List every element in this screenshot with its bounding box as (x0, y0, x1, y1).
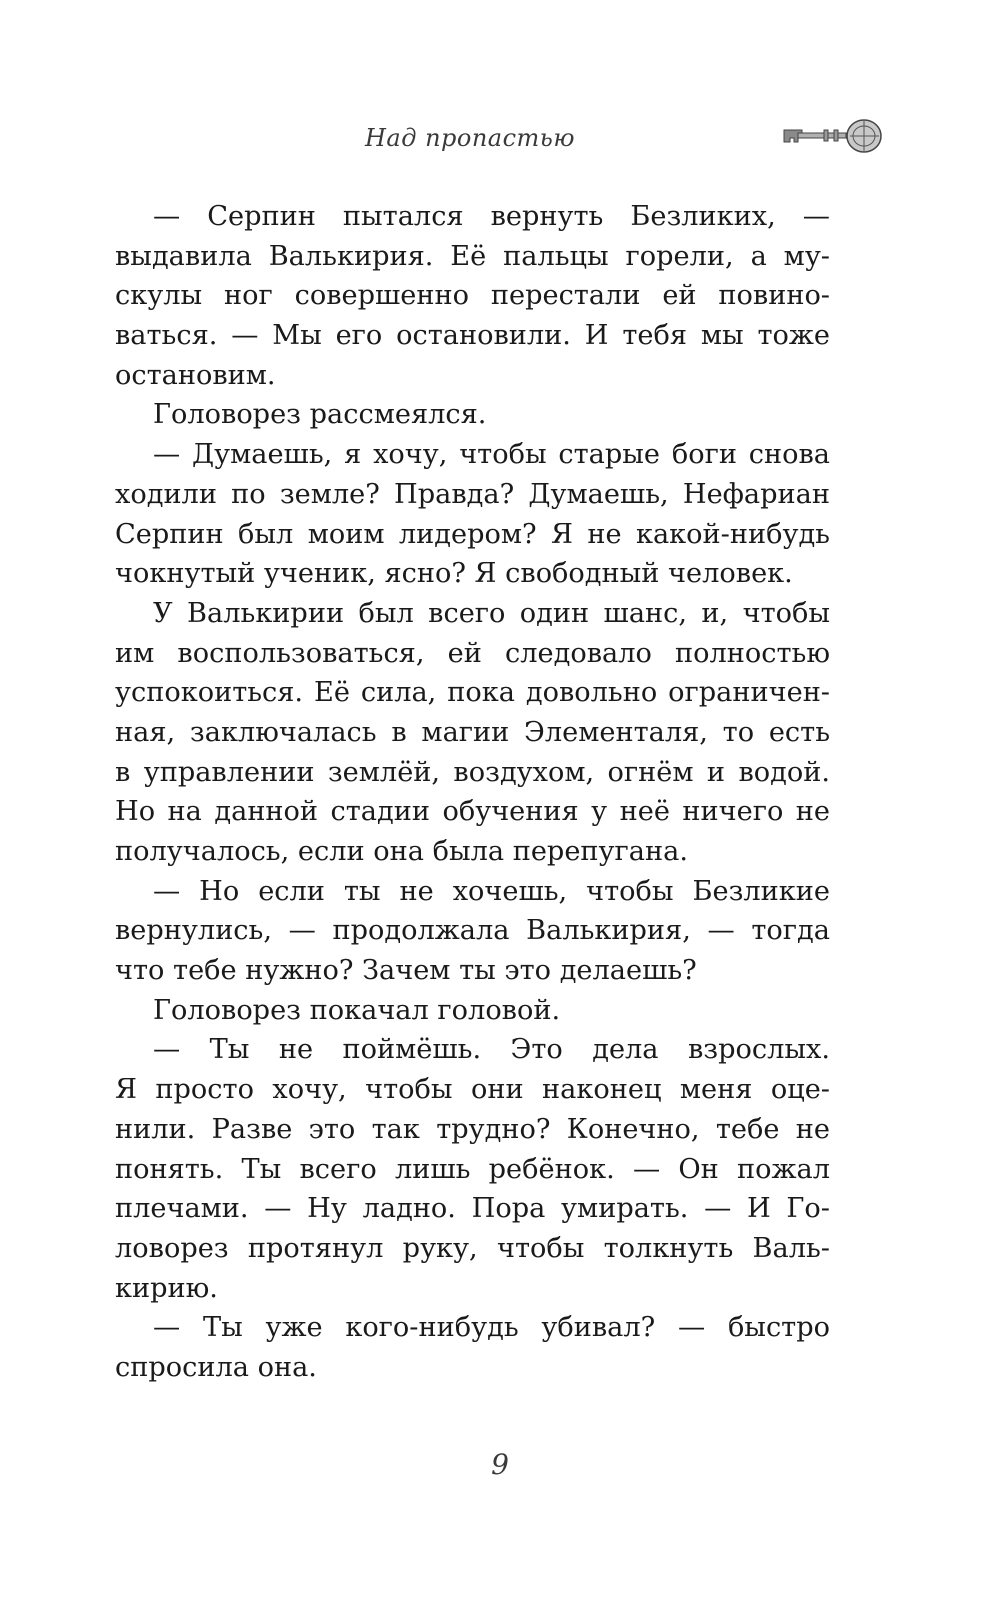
text-line: Головорез покачал головой. (153, 994, 561, 1026)
text-line: — Ты не поймёшь. Это дела взрослых. (153, 1034, 830, 1066)
text-line: — Серпин пытался вернуть Безликих, — (153, 201, 830, 232)
text-line: успокоиться. Её сила, пока довольно ограничен- (115, 677, 830, 709)
text-line: что тебе нужно? Зачем ты это делаешь? (115, 955, 697, 987)
body-text (115, 197, 830, 1388)
text-line: чокнутый ученик, ясно? Я свободный человек. (115, 558, 793, 590)
text-line: — Думаешь, я хочу, чтобы старые боги снова (153, 439, 830, 471)
text-line: получалось, если она была перепугана. (115, 836, 688, 867)
text-line: ходили по земле? Правда? Думаешь, Нефариан (115, 478, 830, 510)
text-line: спросила она. (115, 1351, 317, 1383)
page-number: 9 (491, 1448, 509, 1481)
skeleton-key-icon (780, 118, 885, 158)
text-line: им воспользоваться, ей следовало полностью (115, 637, 830, 669)
text-line: выдавила Валькирия. Её пальцы горели, а му- (115, 240, 830, 272)
text-line: Я просто хочу, чтобы они наконец меня оце- (115, 1074, 830, 1106)
text-line: кирию. (115, 1272, 218, 1304)
text-line: вернулись, — продолжала Валькирия, — тогда (115, 915, 830, 947)
text-line: Но на данной стадии обучения у неё ничего не (115, 796, 830, 828)
text-line: скулы ног совершенно перестали ей повино- (115, 280, 830, 312)
text-line: понять. Ты всего лишь ребёнок. — Он пожал (115, 1153, 830, 1185)
text-line: ловорез протянул руку, чтобы толкнуть Валь- (115, 1232, 830, 1264)
text-line: нили. Разве это так трудно? Конечно, тебе не (115, 1113, 830, 1145)
text-line: Головорез рассмеялся. (153, 399, 487, 431)
text-line: У Валькирии был всего один шанс, и, чтобы (153, 597, 830, 629)
running-title: Над пропастью (364, 124, 575, 152)
text-line: ваться. — Мы его остановили. И тебя мы тоже (115, 320, 830, 352)
text-line: ная, заключалась в магии Элементаля, то есть (115, 716, 830, 748)
text-line: в управлении землёй, воздухом, огнём и водой. (115, 756, 830, 788)
text-line: — Ты уже кого-нибудь убивал? — быстро (153, 1312, 830, 1344)
text-line: остановим. (115, 359, 276, 391)
text-line: плечами. — Ну ладно. Пора умирать. — И Го- (115, 1193, 830, 1225)
text-line: — Но если ты не хочешь, чтобы Безликие (153, 875, 830, 907)
text-line: Серпин был моим лидером? Я не какой-нибудь (115, 518, 830, 550)
running-header (0, 118, 1000, 168)
